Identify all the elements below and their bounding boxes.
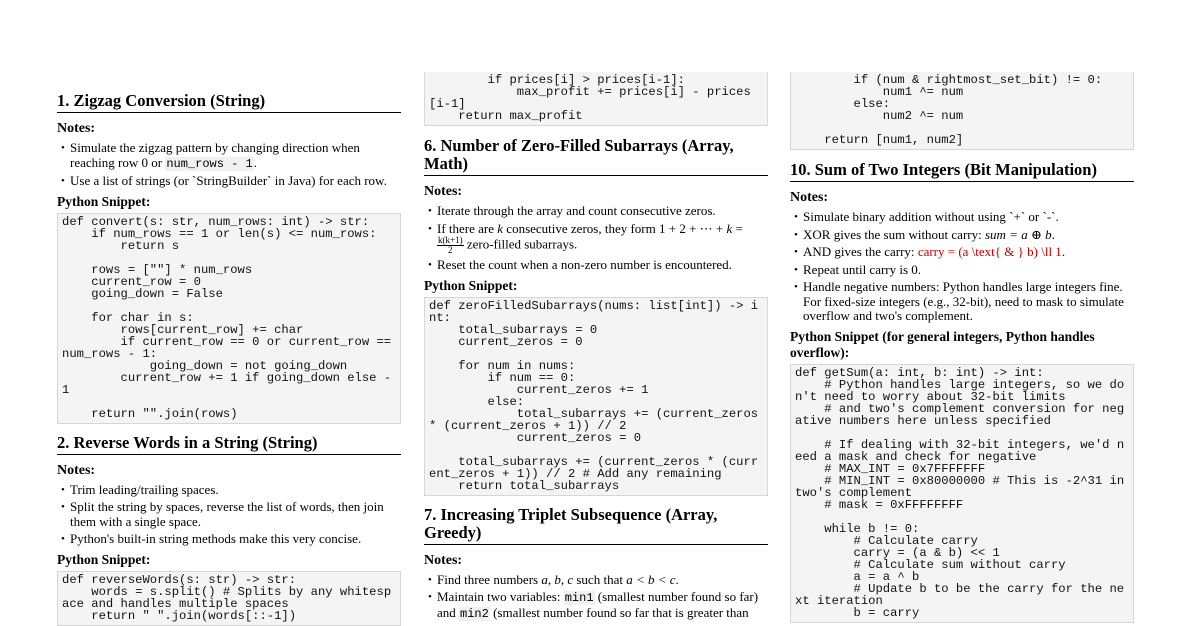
section-zero-filled-subarrays xyxy=(424,137,768,496)
inline-code: num_rows - 1 xyxy=(166,156,253,171)
notes-list xyxy=(424,204,768,273)
section-title: 2. Reverse Words in a String (String) xyxy=(57,434,401,455)
snippet-heading: Python Snippet (for general integers, Python handles overflow): xyxy=(790,328,1095,360)
note-item: • Handle negative numbers: Python handles large integers fine. For fixed-size integers (e.g., 32-bit), need to mask to simulate overflow and two's complement. xyxy=(790,280,1134,324)
snippet-heading: Python Snippet: xyxy=(57,551,151,567)
note-item: • XOR gives the sum without carry: sum = a ⊕ b. xyxy=(790,228,1134,243)
note-item: • Iterate through the array and count consecutive zeros. xyxy=(424,204,768,219)
section-title: 7. Increasing Triplet Subsequence (Array, Greedy) xyxy=(424,506,768,545)
note-item: • Find three numbers a, b, c such that a < b < c. xyxy=(424,573,768,588)
note-item: • Reset the count when a non-zero number is encountered. xyxy=(424,258,768,273)
notes-heading: Notes: xyxy=(424,552,463,568)
notes-heading: Notes: xyxy=(424,184,463,199)
notes-list xyxy=(424,573,768,622)
snippet-heading: Python Snippet: xyxy=(424,277,518,293)
code-block: def getSum(a: int, b: int) -> int: # Python handles large integers, so we don't need to worry about 32-bit limits # and two's complement conversion for negative numbers here unless specified # If dealing with 32-bit integers, we'd need a mask and check for negative # MAX_INT = 0x7FFFFFFF # MIN_INT = 0x80000000 # This is -2^31 in two's complement # mask = 0xFFFFFFFF while b != 0: # Calculate carry carry = (a & b) << 1 # Calculate sum without carry a = a ^ b # Update b to be the carry for the next iteration b = carry xyxy=(790,364,1134,623)
inline-code: min2 xyxy=(460,606,489,621)
code-block-continued: if (num & rightmost_set_bit) != 0: num1 ^= num else: num2 ^= num return [num1, num2] xyxy=(790,72,1134,150)
note-item: • Repeat until carry is 0. xyxy=(790,263,1134,278)
notes-heading: Notes: xyxy=(57,462,96,478)
fraction: $\frac{k(k+1)}{2}$ xyxy=(438,235,463,255)
note-item: • Use a list of strings (or `StringBuilder` in Java) for each row. xyxy=(57,174,401,189)
section-title: 6. Number of Zero-Filled Subarrays (Array, Math) xyxy=(424,137,768,176)
column-1 xyxy=(57,0,401,626)
section-sum-two-integers xyxy=(790,161,1134,623)
notes-list xyxy=(57,141,401,189)
note-item: • If there are k consecutive zeros, they form 1 + 2 + ⋯ + k = $\frac{k(k+1)}{2}$ zero-filled subarrays. xyxy=(424,222,768,256)
note-item: • Split the string by spaces, reverse the list of words, then join them with a single space. xyxy=(57,500,401,529)
notes-heading: Notes: xyxy=(57,121,96,136)
snippet-heading: Python Snippet: xyxy=(57,193,151,209)
section-reverse-words xyxy=(57,434,401,626)
notes-list xyxy=(790,210,1134,324)
code-block-continued: if prices[i] > prices[i-1]: max_profit += prices[i] - prices[i-1] return max_profit xyxy=(424,72,768,126)
note-item: • Simulate the zigzag pattern by changing direction when reaching row 0 or num_rows - 1. xyxy=(57,141,401,171)
note-item: • Maintain two variables: min1 (smallest number found so far) and min2 (smallest number found so far that is greater than xyxy=(424,590,768,621)
latex-error-text: carry = (a \text{ & } b) \ll 1 xyxy=(917,244,1062,259)
inline-code: min1 xyxy=(564,591,594,605)
column-3 xyxy=(790,0,1134,626)
section-zigzag-conversion xyxy=(57,92,401,424)
notes-list xyxy=(57,483,401,547)
section-title: 10. Sum of Two Integers (Bit Manipulation) xyxy=(790,161,1134,182)
note-item: • Simulate binary addition without using `+` or `-`. xyxy=(790,210,1134,225)
section-title: 1. Zigzag Conversion (String) xyxy=(57,92,401,113)
note-item: • AND gives the carry: carry = (a \text{ & } b) \ll 1. xyxy=(790,245,1134,260)
code-block: def zeroFilledSubarrays(nums: list[int]) -> int: total_subarrays = 0 current_zeros = 0 for num in nums: if num == 0: current_zeros += 1 else: total_subarrays += (current_zeros * (current_zeros + 1)) // 2 current_zeros = 0 total_subarrays += (current_zeros * (current_zeros + 1)) // 2 # Add any remaining return total_subarrays xyxy=(424,297,768,496)
code-block: def convert(s: str, num_rows: int) -> str: if num_rows == 1 or len(s) <= num_rows: return s rows = [""] * num_rows current_row = 0 going_down = False for char in s: rows[current_row] += char if current_row == 0 or current_row == num_rows - 1: going_down = not going_down current_row += 1 if going_down else -1 return "".join(rows) xyxy=(57,213,401,424)
section-increasing-triplet xyxy=(424,506,768,622)
note-item: • Trim leading/trailing spaces. xyxy=(57,483,401,498)
note-item: • Python's built-in string methods make this very concise. xyxy=(57,532,401,547)
column-2 xyxy=(424,0,768,626)
notes-heading: Notes: xyxy=(790,190,829,205)
code-block: def reverseWords(s: str) -> str: words = s.split() # Splits by any whitespace and handles multiple spaces return " ".join(words[::-1]) xyxy=(57,571,401,626)
